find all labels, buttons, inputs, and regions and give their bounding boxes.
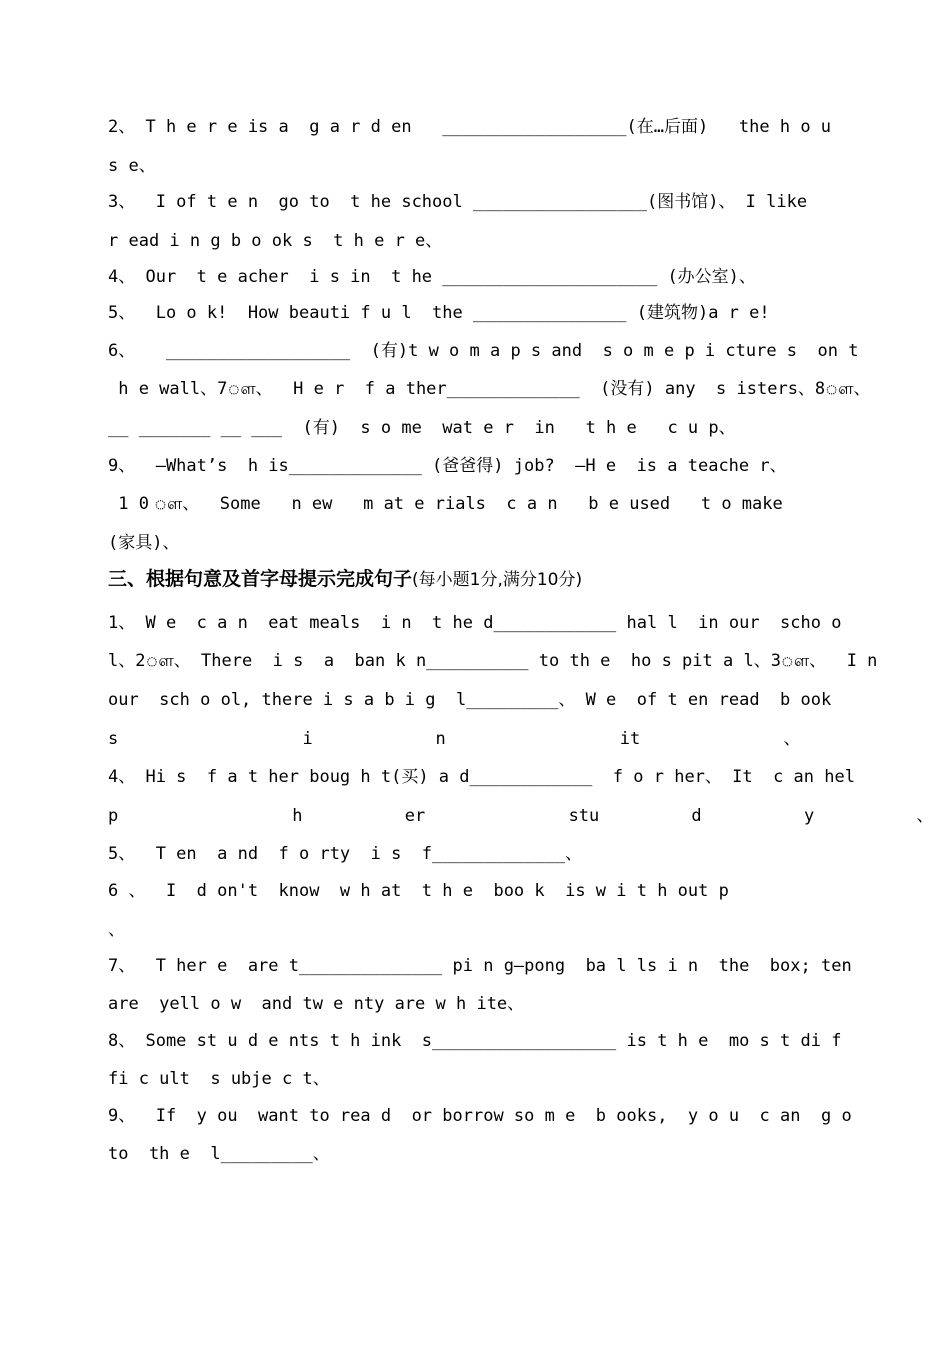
line-q6: 6、 __________________ (有)t w o m a p s and s o m e p i cture s on t [108,341,859,361]
line-q10-cont: (家具)、 [108,533,180,553]
line-s3-q5: 5、 T en a nd f o rty i s f_____________、 [108,844,583,864]
line-s3-q8: 8、 Some st u d e nts t h ink s__________________ is t h e mo s t di f [108,1031,842,1051]
line-q5: 5、 Lo o k! How beauti f u l the _______________ (建筑物)a r e! [108,303,770,323]
section-title: 三、根据句意及首字母提示完成句子 [108,568,413,590]
line-q3: 3、 I of t e n go to t he school _________________(图书馆)、 I like [108,192,808,212]
section-note: (每小题1分,满分10分) [412,570,583,590]
line-s3-q7-cont: are yell o w and tw e nty are w h ite、 [108,994,525,1014]
line-q2-cont: s e、 [108,156,156,176]
line-q4: 4、 Our t e acher i s in t he _____________________ (办公室)、 [108,267,756,287]
line-s3-q7: 7、 T her e are t______________ pi n g—pong ba l ls i n the box; ten [108,956,852,976]
line-s3-q9-cont: to th e l_________、 [108,1144,330,1164]
line-q8-cont: __ _______ __ ___ (有) s o me wat e r in t h e c u p、 [108,418,736,438]
line-s3-q3: our sch o ol, there i s a b i g l_________、 W e of t en read b ook [108,690,832,710]
line-q10: 1 0 ௗ、 Some n ew m at e rials c a n b e used t o make [108,494,783,514]
line-s3-q1: 1、 W e c a n eat meals i n t he d____________ hal l in our scho o [108,613,842,633]
line-s3-q6: 6 、 I d on't know w h at t h e boo k is w i t h out p [108,881,729,901]
line-s3-q9: 9、 If y ou want to rea d or borrow so m e b ooks, y o u c an g o [108,1106,852,1126]
line-s3-q8-cont: fi c ult s ubje c t、 [108,1069,330,1089]
section-heading [108,567,843,592]
line-q3-cont: r ead i n g b o ok s t h e r e、 [108,231,443,251]
line-s3-q4: 4、 Hi s f a t her boug h t(买) a d____________ f o r her、 It c an hel [108,767,855,787]
line-q6-q7-q8: h e wall、7ௗ、 H e r f a ther_____________ (没有) any s isters、8ௗ、 [108,379,871,399]
line-s3-q6-cont: 、 [108,920,125,940]
line-q2: 2、 T h e r e is a g a r d en __________________(在…后面) the h o u [108,117,832,137]
line-s3-q4-cont: p h er stu d y 、 [108,806,934,826]
line-s3-q3-cont: s i n it 、 [108,729,801,749]
line-q9: 9、 —What’s h is_____________ (爸爸得) job? —H e is a teache r、 [108,456,787,476]
line-s3-q1-q3: l、2ௗ、 There i s a ban k n__________ to th e ho s pit a l、3ௗ、 I n [108,651,878,671]
